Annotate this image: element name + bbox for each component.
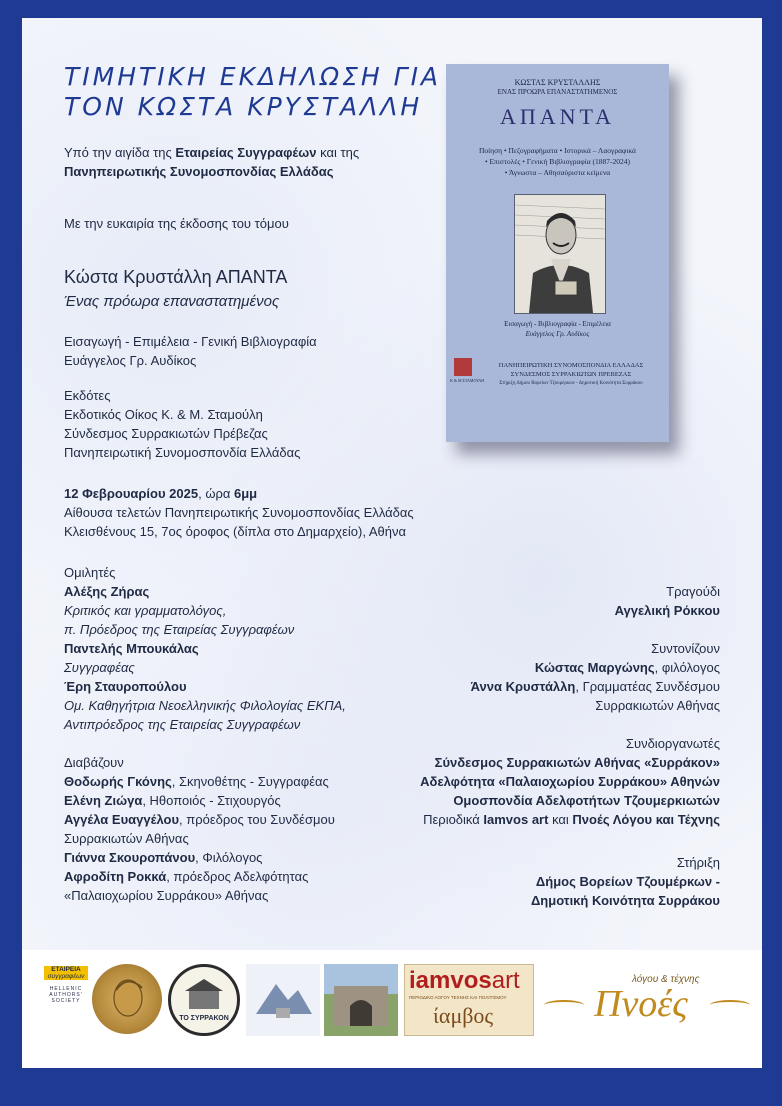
reader-3-role2: Συρρακιωτών Αθήνας — [64, 831, 189, 846]
event-date: 12 Φεβρουαρίου 2025 — [64, 486, 199, 501]
reader-5 — [64, 867, 308, 886]
logo6-art: art — [491, 967, 520, 994]
logo6-subtitle: ΠΕΡΙΟΔΙΚΟ ΛΟΓΟΥ ΤΕΧΝΗΣ ΚΑΙ ΠΟΛΙΤΙΣΜΟΥ — [409, 995, 507, 1000]
aegis-org1: Εταιρείας Συγγραφέων — [175, 145, 317, 160]
reader-3-name: Αγγέλα Ευαγγέλου — [64, 812, 180, 827]
aegis-mid: και της — [316, 145, 360, 160]
speaker-1-name: Αλέξης Ζήρας — [64, 584, 150, 599]
speaker-3-desc1: Ομ. Καθηγήτρια Νεοελληνικής Φιλολογίας ΕΚΠΑ, — [64, 698, 346, 713]
village-arch-photo — [324, 964, 398, 1036]
organizer-4-pre: Περιοδικά — [423, 812, 484, 827]
editing-label: Εισαγωγή - Επιμέλεια - Γενική Βιβλιογραφία — [64, 334, 317, 349]
coin-logo — [92, 964, 162, 1034]
event-time: 6μμ — [234, 486, 258, 501]
logo1-line-d: AUTHORS' — [49, 992, 83, 998]
editing-name: Ευάγγελος Γρ. Αυδίκος — [64, 353, 197, 368]
pnoes-logo — [542, 972, 762, 1036]
speaker-1-desc2: π. Πρόεδρος της Εταιρείας Συγγραφέων — [64, 622, 295, 637]
readers-label: Διαβάζουν — [64, 755, 124, 770]
logo6-iamvos: iamvos — [409, 967, 492, 994]
organizer-1: Σύνδεσμος Συρρακιωτών Αθήνας «Συρράκον» — [434, 755, 720, 770]
speakers-label: Ομιλητές — [64, 565, 116, 580]
cover-pub-2: ΣΥΝΔΕΣΜΟΣ ΣΥΡΡΑΚΙΩΤΩΝ ΠΡΕΒΕΖΑΣ — [510, 371, 632, 378]
logo1-line-e: SOCIETY — [51, 998, 81, 1004]
reader-3 — [64, 810, 335, 829]
cover-contents-1: Ποίηση • Πεζογραφήματα • Ιστορικά – Λαογραφικά — [479, 146, 636, 155]
organizer-3: Ομοσπονδία Αδελφοτήτων Τζουμερκιωτών — [453, 793, 720, 808]
organizer-4-mid: και — [548, 812, 573, 827]
cover-imprint: Κ & Μ ΣΤΑΜΟΥΛΗ — [450, 378, 485, 383]
logo7-flourish-left — [544, 1000, 584, 1010]
reader-2-role: , Ηθοποιός - Στιχουργός — [142, 793, 281, 808]
coordinator-2-role2: Συρρακιωτών Αθήνας — [595, 698, 720, 713]
federation-logo — [246, 964, 320, 1036]
cover-author: ΚΩΣΤΑΣ ΚΡΥΣΤΑΛΛΗΣ — [514, 78, 601, 87]
coordinator-1-role: , φιλόλογος — [654, 660, 720, 675]
cover-credit-2: Ευάγγελος Γρ. Αυδίκος — [525, 330, 590, 338]
song-label: Τραγούδι — [666, 584, 720, 599]
cover-pub-1: ΠΑΝΗΠΕΙΡΩΤΙΚΗ ΣΥΝΟΜΟΣΠΟΝΔΙΑ ΕΛΛΑΔΑΣ — [498, 362, 644, 369]
logo1-line-b: συγγραφέων — [44, 973, 88, 980]
logo1-line-a: ΕΤΑΙΡΕΙΑ — [44, 966, 88, 973]
book-title: Κώστα Κρυστάλλη ΑΠΑΝΤΑ — [64, 267, 288, 287]
support-1: Δήμος Βορείων Τζουμέρκων - — [535, 874, 720, 889]
speaker-3-name: Έρη Σταυροπούλου — [64, 679, 187, 694]
occasion-text: Με την ευκαιρία της έκδοσης του τόμου — [64, 216, 289, 231]
coordinator-2-role: , Γραμματέας Συνδέσμου — [575, 679, 720, 694]
aegis-pre: Υπό την αιγίδα της — [64, 145, 176, 160]
coordinator-2 — [471, 677, 720, 696]
speaker-3-desc2: Αντιπρόεδρος της Εταιρείας Συγγραφέων — [64, 717, 301, 732]
logo6-greek: ίαμβος — [433, 1003, 494, 1028]
logo7-subtitle: λόγου & τέχνης — [632, 974, 700, 985]
reader-5-name: Αφροδίτη Ροκκά — [64, 869, 167, 884]
event-title-line1: ΤΙΜΗΤΙΚΗ ΕΚΔΗΛΩΣΗ ΓΙΑ — [64, 62, 442, 91]
coordinator-1 — [535, 658, 720, 677]
cover-contents-2: • Επιστολές • Γενική Βιβλιογραφία (1887-2024) — [484, 157, 631, 166]
organizer-2: Αδελφότητα «Παλαιοχωρίου Συρράκου» Αθηνών — [420, 774, 720, 789]
logo3-text: ΤΟ ΣΥΡΡΑΚΟΝ — [179, 1015, 229, 1022]
cover-contents-3: • Άγνωστα – Αθησαύριστα κείμενα — [504, 168, 611, 177]
reader-4-name: Γιάννα Σκουροπάνου — [64, 850, 196, 865]
event-datetime — [64, 484, 257, 503]
aegis-org2: Πανηπειρωτικής Συνομοσπονδίας Ελλάδας — [64, 164, 334, 179]
reader-5-role2: «Παλαιοχωρίου Συρράκου» Αθήνας — [64, 888, 269, 903]
organizer-4 — [423, 810, 720, 829]
cover-pub-3: Στήριξη Δήμου Βορείων Τζουμέρκων - Δημοτική Κοινότητα Συρράκου — [499, 381, 643, 386]
logo7-flourish-right — [710, 1000, 750, 1010]
reader-1-name: Θοδωρής Γκόνης — [64, 774, 172, 789]
reader-2-name: Ελένη Ζιώγα — [64, 793, 143, 808]
event-time-pre: , ώρα — [198, 486, 234, 501]
speaker-2-name: Παντελής Μπουκάλας — [64, 641, 199, 656]
cover-title: ΑΠΑΝΤΑ — [499, 104, 616, 129]
reader-1 — [64, 772, 329, 791]
coordinators-label: Συντονίζουν — [651, 641, 720, 656]
reader-4-role: , Φιλόλογος — [195, 850, 263, 865]
logo7-title: Πνοές — [594, 983, 688, 1025]
speaker-1-desc1: Κριτικός και γραμματολόγος, — [64, 603, 227, 618]
event-venue: Αίθουσα τελετών Πανηπειρωτικής Συνομοσπονδίας Ελλάδας — [64, 505, 414, 520]
logo1-line-c: HELLENIC — [49, 986, 83, 992]
coordinator-2-name: Άννα Κρυστάλλη — [470, 679, 576, 694]
cover-portrait — [514, 194, 606, 314]
speaker-2-desc1: Συγγραφέας — [64, 660, 135, 675]
reader-2 — [64, 791, 281, 810]
organizer-4-magazine1: Iamvos art — [483, 812, 549, 827]
hellenic-authors-society-logo — [44, 964, 88, 1028]
reader-3-role: , πρόεδρος του Συνδέσμου — [179, 812, 335, 827]
aegis-line — [64, 143, 359, 162]
publisher-logo-icon — [454, 358, 472, 376]
event-address: Κλεισθένους 15, 7ος όροφος (δίπλα στο Δημαρχείο), Αθήνα — [64, 524, 407, 539]
book-subtitle: Ένας πρόωρα επαναστατημένος — [64, 293, 280, 310]
organizers-label: Συνδιοργανωτές — [625, 736, 720, 751]
reader-4 — [64, 848, 262, 867]
syrrakon-association-logo — [168, 964, 240, 1036]
cover-credit-1: Εισαγωγή - Βιβλιογραφία - Επιμέλεια — [504, 320, 611, 328]
cover-tagline: ΕΝΑΣ ΠΡΟΩΡΑ ΕΠΑΝΑΣΤΑΤΗΜΕΝΟΣ — [497, 88, 618, 96]
publisher-1: Εκδοτικός Οίκος Κ. & Μ. Σταμούλη — [64, 407, 263, 422]
organizer-4-magazine2: Πνοές Λόγου και Τέχνης — [572, 812, 720, 827]
reader-1-role: , Σκηνοθέτης - Συγγραφέας — [171, 774, 329, 789]
support-label: Στήριξη — [676, 855, 720, 870]
song-name: Αγγελική Ρόκκου — [614, 603, 720, 618]
support-2: Δημοτική Κοινότητα Συρράκου — [530, 893, 720, 908]
reader-5-role: , πρόεδρος Αδελφότητας — [166, 869, 309, 884]
event-title-line2: ΤΟΝ ΚΩΣΤΑ ΚΡΥΣΤΑΛΛΗ — [64, 92, 423, 121]
publishers-label: Εκδότες — [64, 388, 111, 403]
coordinator-1-name: Κώστας Μαργώνης — [534, 660, 655, 675]
publisher-3: Πανηπειρωτική Συνομοσπονδία Ελλάδας — [64, 445, 301, 460]
iamvos-art-logo — [404, 964, 534, 1036]
publisher-2: Σύνδεσμος Συρρακιωτών Πρέβεζας — [64, 426, 268, 441]
book-cover — [446, 64, 669, 442]
